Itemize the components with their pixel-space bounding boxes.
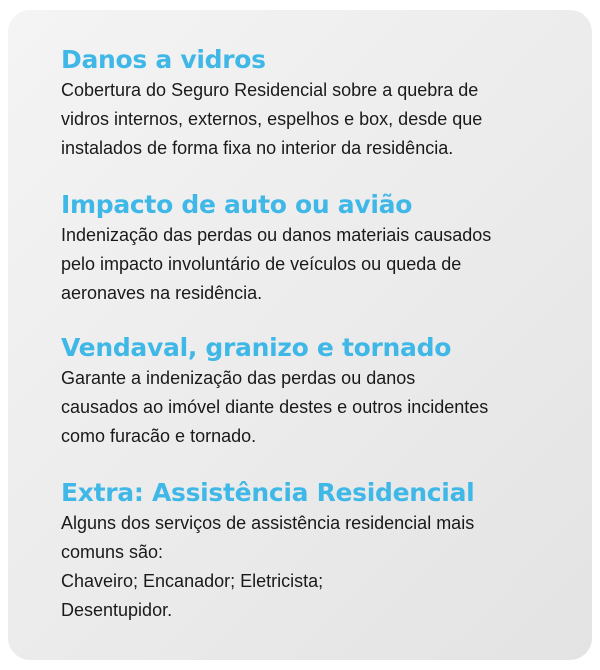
section-title: Impacto de auto ou avião — [61, 190, 413, 219]
description-line: aeronaves na residência. — [61, 283, 263, 303]
description-line: como furacão e tornado. — [61, 426, 257, 446]
description-line: pelo impacto involuntário de veículos ou queda de — [61, 254, 462, 274]
description-line: comuns são: — [61, 542, 164, 562]
description-line: vidros internos, externos, espelhos e box, desde que — [61, 109, 483, 129]
description-line: causados ao imóvel diante destes e outros incidentes — [61, 397, 489, 417]
section-description — [61, 76, 571, 163]
section-title: Vendaval, granizo e tornado — [61, 333, 452, 362]
description-line: Garante a indenização das perdas ou danos — [61, 368, 416, 388]
section-description — [61, 509, 571, 625]
description-line: Chaveiro; Encanador; Eletricista; — [61, 571, 324, 591]
description-line: instalados de forma fixa no interior da residência. — [61, 138, 454, 158]
section-title: Danos a vidros — [61, 45, 266, 74]
description-line: Cobertura do Seguro Residencial sobre a quebra de — [61, 80, 479, 100]
section-title: Extra: Assistência Residencial — [61, 478, 475, 507]
info-card — [8, 10, 592, 660]
description-line: Indenização das perdas ou danos materiais causados — [61, 225, 492, 245]
description-line: Alguns dos serviços de assistência residencial mais — [61, 513, 475, 533]
description-line: Desentupidor. — [61, 600, 173, 620]
section-description — [61, 364, 571, 451]
section-danos-a-vidros — [61, 44, 571, 163]
section-vendaval-granizo-e-tornado — [61, 332, 571, 451]
section-description — [61, 221, 571, 308]
section-extra-assistencia-residencial — [61, 477, 571, 625]
section-impacto-de-auto-ou-aviao — [61, 189, 571, 308]
